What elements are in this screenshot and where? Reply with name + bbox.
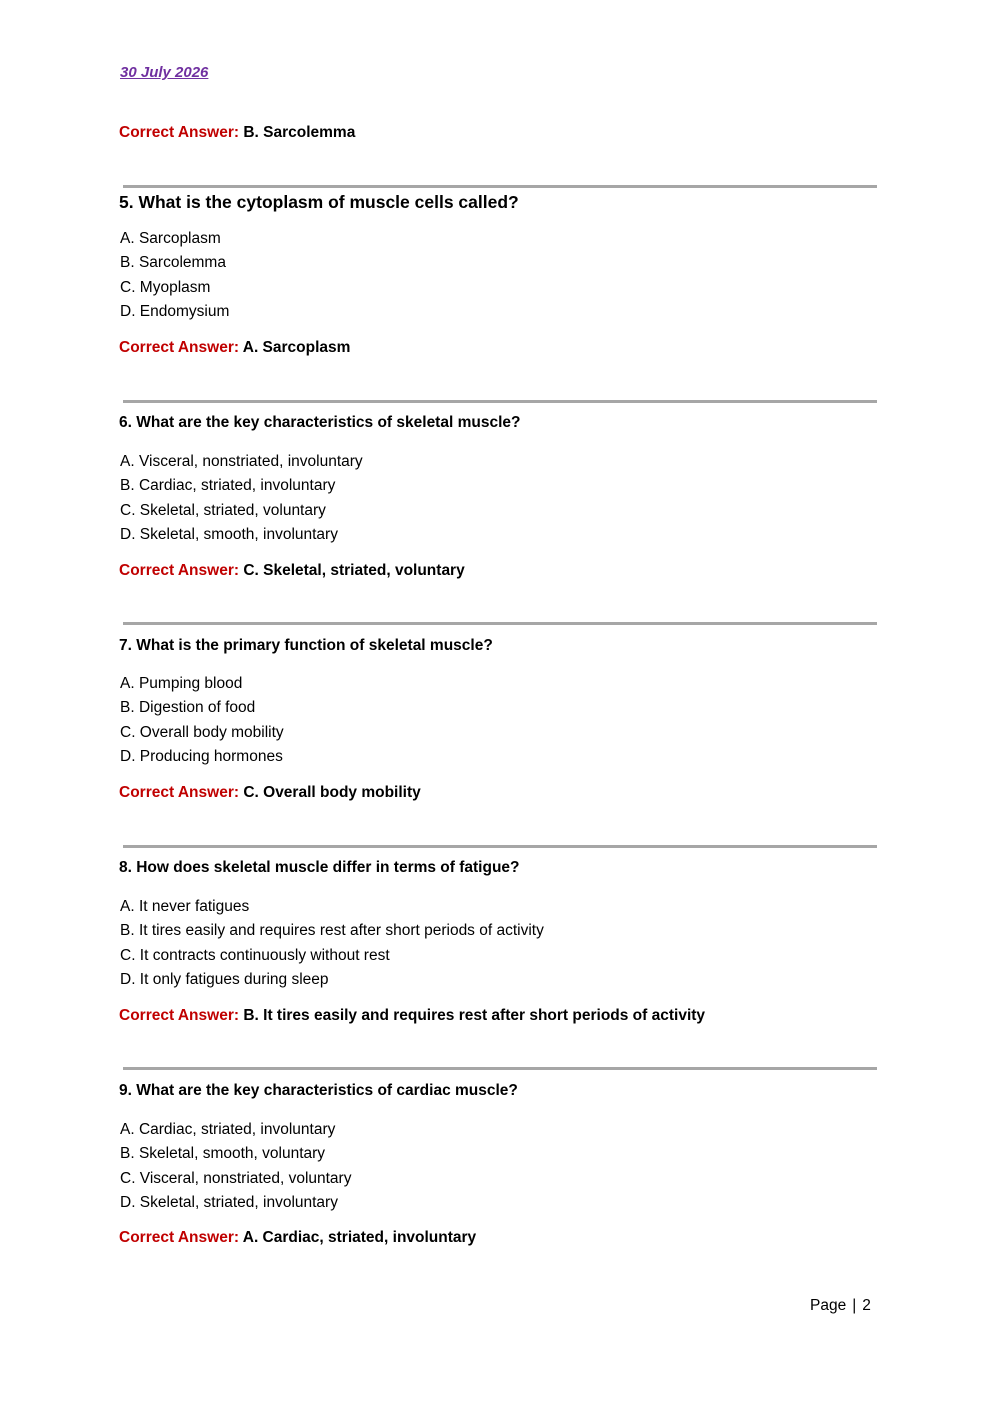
options-list: [120, 1118, 351, 1215]
answer-label: Correct Answer:: [119, 562, 240, 579]
option-item: B. Skeletal, smooth, voluntary: [120, 1145, 326, 1163]
answer-value: B. It tires easily and requires rest after short periods of activity: [243, 1007, 706, 1024]
option-item: B. It tires easily and requires rest after short periods of activity: [120, 922, 544, 940]
answer-label: Correct Answer:: [119, 339, 240, 356]
previous-correct-answer: [119, 124, 355, 142]
separator-line: [123, 845, 877, 848]
page-footer: [810, 1297, 871, 1315]
answer-label: Correct Answer:: [119, 1229, 240, 1246]
option-item: D. Producing hormones: [120, 747, 283, 765]
option-item: D. It only fatigues during sleep: [120, 970, 329, 988]
page-number: 2: [862, 1297, 871, 1314]
correct-answer: [119, 562, 465, 580]
option-item: D. Endomysium: [120, 302, 230, 320]
answer-value: B. Sarcolemma: [243, 124, 356, 141]
question-title: 6. What are the key characteristics of skeletal muscle?: [119, 414, 521, 431]
option-item: A. It never fatigues: [120, 898, 250, 915]
option-item: B. Sarcolemma: [120, 254, 226, 272]
separator-line: [123, 185, 877, 188]
separator-line: [123, 400, 877, 403]
answer-label: Correct Answer:: [119, 784, 240, 801]
options-list: [120, 450, 363, 547]
option-item: B. Cardiac, striated, involuntary: [120, 477, 336, 495]
separator-line: [123, 1067, 877, 1070]
correct-answer: [119, 1007, 705, 1025]
answer-value: C. Skeletal, striated, voluntary: [243, 562, 465, 579]
question-title: 8. How does skeletal muscle differ in terms of fatigue?: [119, 859, 520, 876]
correct-answer: [119, 1229, 476, 1247]
options-list: [120, 672, 284, 769]
answer-label: Correct Answer:: [119, 1007, 240, 1024]
option-item: C. Visceral, nonstriated, voluntary: [120, 1169, 352, 1187]
correct-answer: [119, 784, 421, 802]
answer-value: A. Sarcoplasm: [242, 339, 351, 356]
page-date: 30 July 2026: [120, 64, 209, 81]
option-item: A. Cardiac, striated, involuntary: [120, 1121, 336, 1138]
options-list: [120, 227, 229, 324]
option-item: C. Skeletal, striated, voluntary: [120, 501, 326, 519]
page-label: Page: [810, 1297, 847, 1314]
option-item: D. Skeletal, smooth, involuntary: [120, 525, 338, 543]
page-separator: |: [852, 1297, 857, 1314]
question-title: 5. What is the cytoplasm of muscle cells called?: [119, 192, 519, 212]
option-item: C. Overall body mobility: [120, 723, 284, 741]
option-item: A. Sarcoplasm: [120, 230, 221, 247]
option-item: C. Myoplasm: [120, 278, 211, 296]
question-title: 9. What are the key characteristics of cardiac muscle?: [119, 1082, 518, 1099]
options-list: [120, 895, 544, 992]
answer-label: Correct Answer:: [119, 124, 240, 141]
option-item: A. Visceral, nonstriated, involuntary: [120, 453, 363, 470]
option-item: B. Digestion of food: [120, 699, 256, 717]
option-item: D. Skeletal, striated, involuntary: [120, 1193, 338, 1211]
answer-value: C. Overall body mobility: [243, 784, 421, 801]
answer-value: A. Cardiac, striated, involuntary: [242, 1229, 477, 1246]
question-title: 7. What is the primary function of skeletal muscle?: [119, 637, 493, 654]
option-item: A. Pumping blood: [120, 675, 243, 692]
option-item: C. It contracts continuously without rest: [120, 946, 390, 964]
correct-answer: [119, 339, 350, 357]
separator-line: [123, 622, 877, 625]
